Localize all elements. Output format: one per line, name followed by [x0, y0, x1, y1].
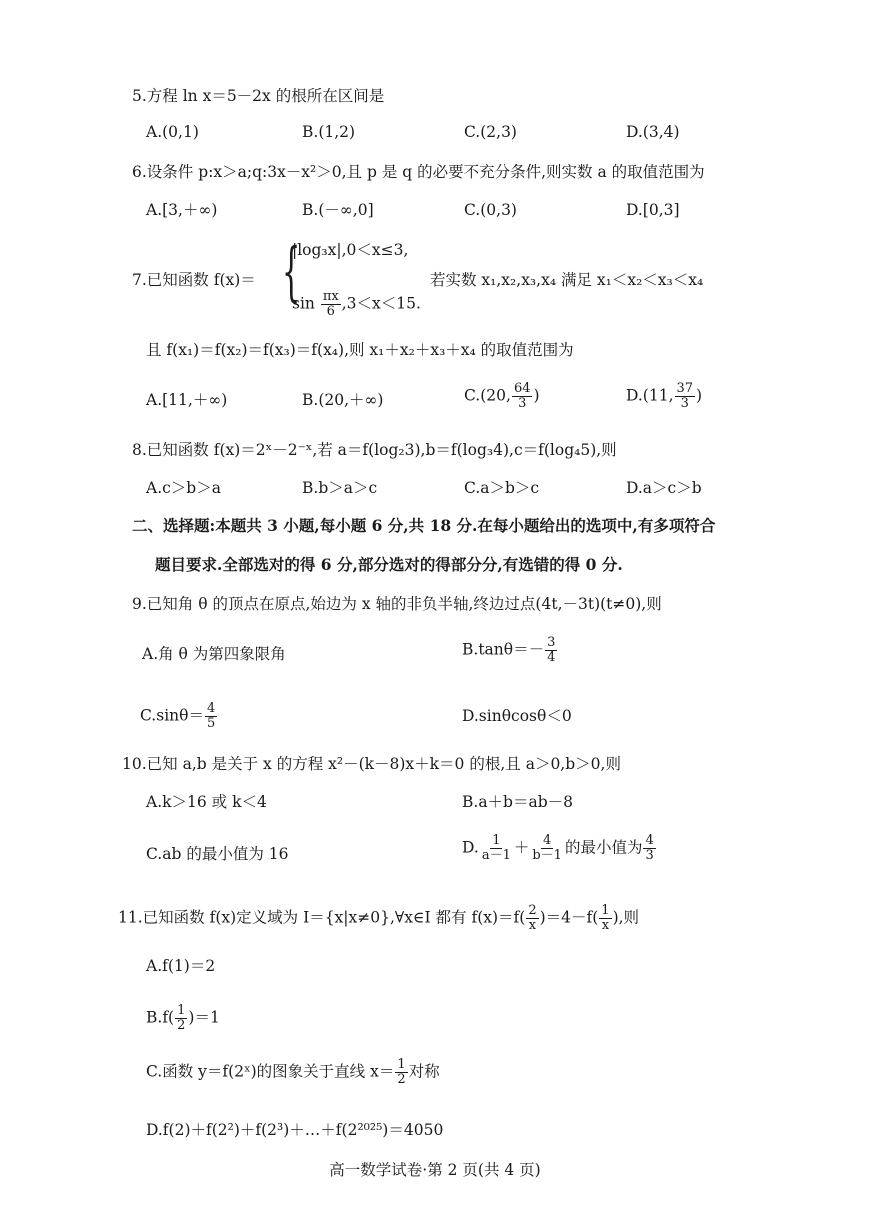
- q11-option-c-pre: C.函数 y＝f(2ˣ)的图象关于直线 x＝: [146, 1062, 395, 1081]
- q11-option-b-post: )＝1: [188, 1008, 220, 1027]
- q9-option-b-pre: B.tanθ＝－: [462, 640, 545, 659]
- q9-option-c-num: 4: [206, 701, 216, 716]
- q11-stem-post: ),则: [612, 908, 640, 927]
- q10-stem: 10.已知 a,b 是关于 x 的方程 x²－(k－8)x＋k＝0 的根,且 a＞0,b＞0,则: [122, 755, 621, 773]
- q10-option-d-fraction3: [643, 834, 655, 863]
- q9-option-c-pre: C.sinθ＝: [140, 706, 204, 725]
- q5-option-a: A.(0,1): [146, 123, 199, 141]
- q6-option-d: D.[0,3]: [626, 201, 680, 219]
- q10-option-d-num3: 4: [645, 833, 654, 848]
- q5-option-c: C.(2,3): [464, 123, 517, 141]
- q11-stem-den2: x: [601, 918, 610, 933]
- q11-option-d: D.f(2)＋f(2²)＋f(2³)＋…＋f(2²⁰²⁵)＝4050: [146, 1121, 444, 1139]
- q9-option-c-den: 5: [206, 716, 216, 731]
- q11-stem-num1: 2: [528, 903, 537, 918]
- q7-option-d-pre: D.(11,: [626, 386, 674, 405]
- q7-option-c-post: ): [533, 386, 540, 405]
- q7-line2: 且 f(x₁)＝f(x₂)＝f(x₃)＝f(x₄),则 x₁＋x₂＋x₃＋x₄ 的取值范围为: [146, 341, 574, 359]
- q9-option-b-den: 4: [547, 650, 556, 665]
- q11-option-a: A.f(1)＝2: [146, 957, 216, 975]
- q6-option-b: B.(－∞,0]: [302, 201, 374, 219]
- q7-case2-numerator: πx: [322, 289, 339, 304]
- q10-option-d-mid: 的最小值为: [564, 838, 643, 857]
- q7-option-c-num: 64: [513, 381, 531, 396]
- q7-case2-sin: sin: [292, 294, 315, 313]
- q10-option-d-den1: a－1: [481, 848, 511, 863]
- q7-option-d-post: ): [696, 386, 703, 405]
- q7-option-b: B.(20,＋∞): [302, 391, 384, 409]
- q11-option-b-pre: B.f(: [146, 1008, 175, 1027]
- q6-stem: 6.设条件 p:x＞a;q:3x－x²＞0,且 p 是 q 的必要不充分条件,则实数 a 的取值范围为: [132, 163, 705, 181]
- q11-stem-fraction2: [599, 904, 611, 933]
- q7-option-c-pre: C.(20,: [464, 386, 511, 405]
- q11-stem-mid: )＝4－f(: [539, 908, 599, 927]
- q7-option-c-den: 3: [518, 396, 527, 411]
- q7-option-d-num: 37: [676, 381, 694, 396]
- q10-option-d-num1: 1: [492, 833, 501, 848]
- q11-stem-pre: 11.已知函数 f(x)定义域为 I＝{x|x≠0},∀x∈I 都有 f(x)＝f(: [118, 908, 526, 927]
- q5-option-d: D.(3,4): [626, 123, 680, 141]
- section2-heading-line1: 二、选择题:本题共 3 小题,每小题 6 分,共 18 分.在每小题给出的选项中,有多项符合: [132, 516, 716, 535]
- q7-lead: 7.已知函数 f(x)＝: [132, 271, 256, 289]
- q7-case2-fraction: [321, 290, 341, 319]
- q9-option-c: [140, 702, 218, 731]
- q11-stem-fraction1: [526, 904, 538, 933]
- q6-option-a: A.[3,＋∞): [146, 201, 218, 219]
- q9-stem: 9.已知角 θ 的顶点在原点,始边为 x 轴的非负半轴,终边过点(4t,－3t)(t≠0),则: [132, 595, 662, 613]
- piecewise-brace: {: [282, 235, 301, 309]
- q8-stem: 8.已知函数 f(x)＝2ˣ－2⁻ˣ,若 a＝f(log₂3),b＝f(log₃4),c＝f(log₄5),则: [132, 441, 617, 459]
- q7-tail: 若实数 x₁,x₂,x₃,x₄ 满足 x₁＜x₂＜x₃＜x₄: [430, 271, 704, 289]
- q5-option-b: B.(1,2): [302, 123, 356, 141]
- q11-stem-den1: x: [528, 918, 537, 933]
- q11-stem-num2: 1: [601, 903, 610, 918]
- q10-option-d-fraction2: [530, 834, 564, 863]
- q7-option-d-den: 3: [680, 396, 689, 411]
- q8-option-b: B.b＞a＞c: [302, 479, 378, 497]
- q7-option-a: A.[11,＋∞): [146, 391, 228, 409]
- q10-option-d-den3: 3: [645, 848, 654, 863]
- q5-stem: 5.方程 ln x＝5－2x 的根所在区间是: [132, 87, 385, 105]
- q9-option-b-num: 3: [547, 635, 556, 650]
- q11-option-c-den: 2: [397, 1072, 406, 1087]
- q11-option-b-den: 2: [177, 1018, 186, 1033]
- q10-option-c: C.ab 的最小值为 16: [146, 845, 289, 863]
- q10-option-d-pre: D.: [462, 838, 479, 857]
- q7-option-d: [626, 382, 702, 411]
- q7-option-c-fraction: [512, 382, 533, 411]
- page-footer: 高一数学试卷·第 2 页(共 4 页): [329, 1161, 541, 1179]
- q9-option-b: [462, 636, 558, 665]
- q7-case1: |log₃x|,0＜x≤3,: [292, 241, 409, 259]
- q7-option-d-fraction: [675, 382, 696, 411]
- q11-option-b: [146, 1004, 220, 1033]
- q9-option-a: A.角 θ 为第四象限角: [142, 645, 286, 663]
- q10-option-d: [462, 834, 657, 863]
- q9-option-c-fraction: [205, 702, 217, 731]
- q10-option-d-plus: ＋: [513, 838, 530, 857]
- q7-case2: [292, 290, 421, 319]
- q10-option-d-den2: b－1: [532, 848, 562, 863]
- q7-case2-tail: ,3＜x＜15.: [341, 294, 421, 313]
- q8-option-a: A.c＞b＞a: [146, 479, 221, 497]
- q11-option-b-fraction: [175, 1004, 187, 1033]
- q10-option-b: B.a＋b＝ab－8: [462, 793, 574, 811]
- q8-option-d: D.a＞c＞b: [626, 479, 702, 497]
- q11-option-c-fraction: [395, 1058, 407, 1087]
- q11-option-b-num: 1: [177, 1003, 186, 1018]
- q10-option-d-num2: 4: [543, 833, 552, 848]
- q11-option-c: [146, 1058, 440, 1087]
- q7-option-c: [464, 382, 540, 411]
- q6-option-c: C.(0,3): [464, 201, 517, 219]
- section2-heading-line2: 题目要求.全部选对的得 6 分,部分选对的得部分分,有选错的得 0 分.: [155, 555, 623, 574]
- q10-option-d-fraction1: [480, 834, 513, 863]
- q7-case2-denominator: 6: [326, 304, 335, 319]
- q11-option-c-num: 1: [397, 1057, 406, 1072]
- q11-option-c-post: 对称: [408, 1062, 440, 1081]
- q10-option-a: A.k＞16 或 k＜4: [146, 793, 267, 811]
- q9-option-b-fraction: [545, 636, 557, 665]
- q11-stem: [118, 904, 639, 933]
- q9-option-d: D.sinθcosθ＜0: [462, 707, 572, 725]
- q8-option-c: C.a＞b＞c: [464, 479, 540, 497]
